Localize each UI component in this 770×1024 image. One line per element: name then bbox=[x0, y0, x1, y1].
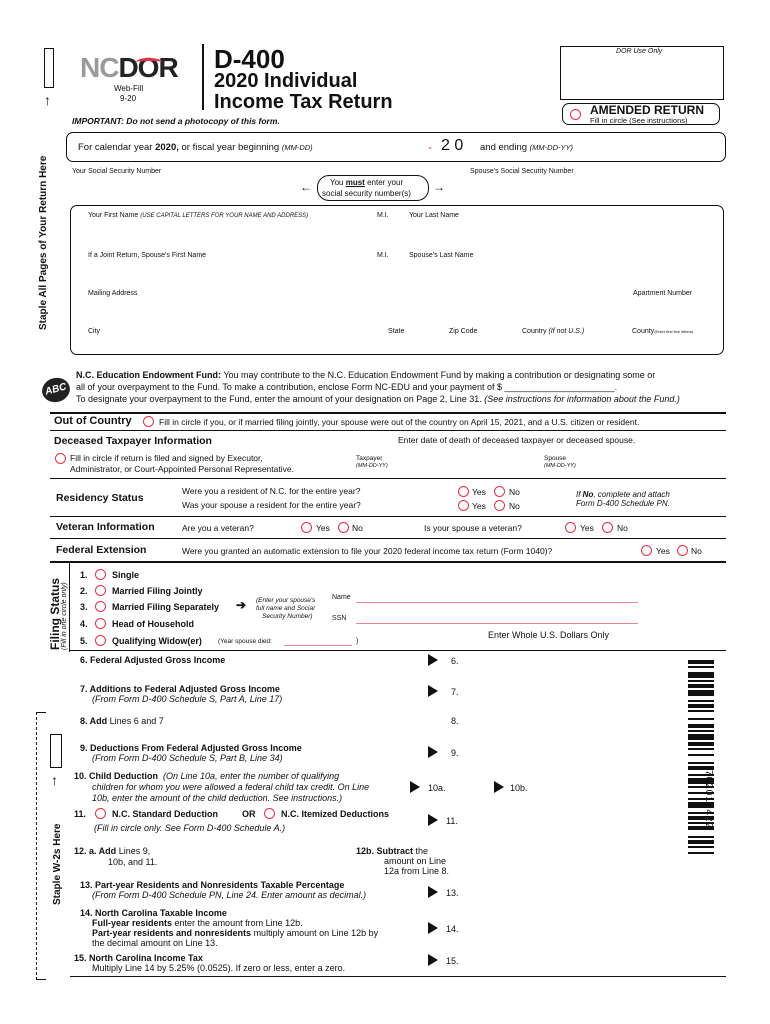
line14-num: 14. bbox=[446, 924, 459, 934]
line10-text-3: 10b, enter the amount of the child deduction. See instructions.) bbox=[92, 793, 343, 803]
line15-num: 15. bbox=[446, 956, 459, 966]
line14-decimal: the decimal amount on Line 13. bbox=[92, 938, 218, 948]
state-label: State bbox=[388, 328, 405, 335]
deceased-title: Deceased Taxpayer Information bbox=[54, 435, 212, 447]
deceased-taxpayer-label: Taxpayer bbox=[356, 455, 383, 462]
country-label: Country (If not U.S.) bbox=[522, 328, 585, 335]
zip-label: Zip Code bbox=[449, 328, 478, 335]
residency-q1-no-radio[interactable] bbox=[494, 486, 505, 497]
divider-residency-bottom bbox=[50, 516, 726, 517]
apartment-label: Apartment Number bbox=[633, 290, 693, 297]
line9-num: 9. bbox=[451, 748, 459, 758]
mi-label: M.I. bbox=[377, 212, 389, 219]
logo-nc: NC bbox=[80, 52, 119, 83]
line14-full: Full-year residents enter the amount from Line 12b. bbox=[92, 918, 303, 928]
fs-widow-label: Qualifying Widow(er) bbox=[112, 636, 202, 646]
city-label: City bbox=[88, 328, 101, 335]
fs-ssn-line[interactable] bbox=[356, 623, 638, 624]
line14-part: Part-year residents and nonresidents multiply amount on Line 12b by bbox=[92, 928, 379, 938]
fs-5-num: 5. bbox=[80, 636, 88, 646]
residency-q2-yes: Yes bbox=[472, 501, 486, 511]
endowment-line2: all of your overpayment to the Fund. To make a contribution, enclose Form NC-EDU and your payment of $ ______________________. bbox=[76, 382, 618, 392]
fs-spouse-note-3: Security Number) bbox=[262, 613, 313, 620]
veteran-q2-yes-radio[interactable] bbox=[565, 522, 576, 533]
veteran-q2-no-radio[interactable] bbox=[602, 522, 613, 533]
important-note: IMPORTANT: Do not send a photocopy of this form. bbox=[72, 116, 280, 126]
veteran-q2: Is your spouse a veteran? bbox=[424, 523, 522, 533]
endowment-line1: N.C. Education Endowment Fund: You may contribute to the N.C. Education Endowment Fund by making a contribution or designating some or bbox=[76, 370, 656, 380]
residency-q1: Were you a resident of N.C. for the entire year? bbox=[182, 486, 361, 496]
fs-4-num: 4. bbox=[80, 619, 88, 629]
line12a-sub: 10b, and 11. bbox=[108, 857, 158, 867]
line13-num: 13. bbox=[446, 888, 459, 898]
line14-arrow-icon bbox=[428, 922, 438, 934]
header-divider bbox=[202, 44, 204, 110]
divider-fs-bottom bbox=[70, 650, 726, 651]
line13-arrow-icon bbox=[428, 886, 438, 898]
line12b-sub3: 12a from Line 8. bbox=[384, 866, 450, 876]
line11-or: OR bbox=[242, 809, 256, 819]
line6-num: 6. bbox=[451, 656, 459, 666]
divider-extension-bottom bbox=[50, 561, 726, 563]
extension-yes: Yes bbox=[656, 546, 670, 556]
staple-w2-label: Staple W-2s Here bbox=[52, 823, 63, 905]
line15-sub: Multiply Line 14 by 5.25% (0.0525). If zero or less, enter a zero. bbox=[92, 963, 346, 973]
spouse-last-name-label: Spouse's Last Name bbox=[409, 252, 474, 259]
residency-q1-yes: Yes bbox=[472, 487, 486, 497]
fs-1-num: 1. bbox=[80, 570, 88, 580]
fs-ssn-label: SSN bbox=[332, 615, 347, 622]
amended-return-radio[interactable] bbox=[570, 109, 581, 120]
barcode bbox=[688, 660, 714, 860]
spouse-ssn-label: Spouse's Social Security Number bbox=[470, 168, 574, 175]
fs-mfs-radio[interactable] bbox=[95, 601, 106, 612]
line9-sub: (From Form D-400 Schedule S, Part B, Line 34) bbox=[92, 753, 283, 763]
version-label: 9-20 bbox=[120, 94, 137, 103]
extension-question: Were you granted an automatic extension to file your 2020 federal income tax return (Form 1040)? bbox=[182, 546, 553, 556]
extension-title: Federal Extension bbox=[56, 544, 147, 556]
fs-widow-note: (Year spouse died: bbox=[218, 638, 272, 645]
line15-arrow-icon bbox=[428, 954, 438, 966]
form-number: D-400 bbox=[214, 44, 285, 74]
staple-w2-box bbox=[50, 734, 62, 768]
veteran-q1-no: No bbox=[352, 523, 363, 533]
deceased-spouse-fmt: (MM-DD-YY) bbox=[544, 463, 576, 469]
extension-no-radio[interactable] bbox=[677, 545, 688, 556]
deceased-taxpayer-fmt: (MM-DD-YY) bbox=[356, 463, 388, 469]
line10b-num: 10b. bbox=[510, 783, 528, 793]
residency-q2-no: No bbox=[509, 501, 520, 511]
line7-label: 7. Additions to Federal Adjusted Gross Income bbox=[80, 684, 280, 694]
fs-mfj-radio[interactable] bbox=[95, 585, 106, 596]
fs-2-num: 2. bbox=[80, 586, 88, 596]
divider-deceased-bottom bbox=[50, 478, 726, 479]
veteran-q1-no-radio[interactable] bbox=[338, 522, 349, 533]
webfill-label: Web-Fill bbox=[114, 84, 144, 93]
veteran-q1-yes: Yes bbox=[316, 523, 330, 533]
amended-return-label: AMENDED RETURN bbox=[590, 103, 704, 117]
line12b-sub2: amount on Line bbox=[384, 856, 447, 866]
fs-mfs-label: Married Filing Separately bbox=[112, 602, 220, 612]
line7-num: 7. bbox=[451, 687, 459, 697]
line10-label: 10. Child Deduction (On Line 10a, enter the number of qualifying bbox=[74, 771, 340, 781]
line10a-num: 10a. bbox=[428, 783, 446, 793]
first-name-label: Your First Name (USE CAPITAL LETTERS FOR YOUR NAME AND ADDRESS) bbox=[88, 212, 309, 219]
endowment-line3: To designate your overpayment to the Fund, enter the amount of your designation on Page 2, Line 31. (See instructions for information about the Fund.) bbox=[76, 394, 680, 404]
residency-q2-yes-radio[interactable] bbox=[458, 500, 469, 511]
line8-label: 8. Add Lines 6 and 7 bbox=[80, 716, 164, 726]
residency-q2-no-radio[interactable] bbox=[494, 500, 505, 511]
line11-standard-label: N.C. Standard Deduction bbox=[112, 809, 219, 819]
line11-arrow-icon bbox=[428, 814, 438, 826]
fs-hoh-radio[interactable] bbox=[95, 618, 106, 629]
ssn-notice-line2: social security number(s) bbox=[322, 189, 411, 198]
mailing-address-label: Mailing Address bbox=[88, 290, 138, 297]
amended-return-note: Fill in circle (See instructions) bbox=[590, 116, 688, 125]
extension-yes-radio[interactable] bbox=[641, 545, 652, 556]
veteran-q2-no: No bbox=[617, 523, 628, 533]
line6-arrow-icon bbox=[428, 654, 438, 666]
veteran-q1-yes-radio[interactable] bbox=[301, 522, 312, 533]
out-of-country-title: Out of Country bbox=[54, 415, 132, 427]
fs-spouse-note-2: full name and Social bbox=[256, 605, 315, 612]
left-arrow-icon: ← bbox=[300, 180, 312, 194]
line11-num-left: 11. bbox=[74, 809, 87, 819]
barcode-number: 702010422 bbox=[703, 770, 714, 830]
spouse-first-name-label: If a Joint Return, Spouse's First Name bbox=[88, 252, 207, 259]
line8-num: 8. bbox=[451, 716, 459, 726]
residency-note-line1: If No, complete and attach bbox=[576, 490, 670, 499]
fs-widow-radio[interactable] bbox=[95, 635, 106, 646]
filing-status-subtitle: (Fill in one circle only) bbox=[61, 582, 68, 650]
filing-status-title: Filing Status bbox=[48, 578, 62, 650]
line15-label: 15. North Carolina Income Tax bbox=[74, 953, 203, 963]
fs-widow-close: ) bbox=[356, 638, 359, 645]
staple-marker-top bbox=[44, 48, 54, 88]
staple-pages-label: Staple All Pages of Your Return Here bbox=[38, 155, 49, 330]
deceased-fill-line2: Administrator, or Court-Appointed Personal Representative. bbox=[70, 464, 294, 474]
fiscal-year-label: For calendar year 2020, or fiscal year beginning (MM-DD) bbox=[78, 142, 313, 153]
line6-label: 6. Federal Adjusted Gross Income bbox=[80, 655, 226, 665]
deceased-enter-date: Enter date of death of deceased taxpayer or deceased spouse. bbox=[398, 435, 636, 445]
residency-q1-yes-radio[interactable] bbox=[458, 486, 469, 497]
fiscal-ending: and ending (MM-DD-YY) bbox=[480, 142, 573, 153]
fs-3-num: 3. bbox=[80, 602, 88, 612]
line11-standard-radio[interactable] bbox=[95, 808, 106, 819]
veteran-q1: Are you a veteran? bbox=[182, 523, 254, 533]
line12b-label: 12b. Subtract the bbox=[356, 846, 429, 856]
extension-no: No bbox=[691, 546, 702, 556]
staple-w2-bracket bbox=[36, 712, 46, 980]
veteran-title: Veteran Information bbox=[56, 521, 155, 533]
line7-sub: (From Form D-400 Schedule S, Part A, Line 17) bbox=[92, 694, 283, 704]
residency-note-line2: Form D-400 Schedule PN. bbox=[576, 499, 670, 508]
whole-dollars-note: Enter Whole U.S. Dollars Only bbox=[488, 630, 610, 640]
logo-dor: DOR bbox=[118, 52, 178, 83]
line10a-arrow-icon bbox=[410, 781, 420, 793]
line14-label: 14. North Carolina Taxable Income bbox=[80, 908, 227, 918]
line9-label: 9. Deductions From Federal Adjusted Gross Income bbox=[80, 743, 302, 753]
fs-single-label: Single bbox=[112, 570, 140, 580]
fs-name-label: Name bbox=[332, 594, 351, 601]
fiscal-dash: - bbox=[428, 140, 432, 154]
ssn-notice-line1: You must enter your bbox=[330, 178, 404, 187]
fs-mfs-arrow-icon: ➔ bbox=[236, 598, 247, 612]
line10b-arrow-icon bbox=[494, 781, 504, 793]
spouse-mi-label: M.I. bbox=[377, 252, 389, 259]
out-of-country-text: Fill in circle if you, or if married filing jointly, your spouse were out of the country on April 15, 2021, and a U.S. citizen or resident. bbox=[159, 417, 640, 427]
line13-label: 13. Part-year Residents and Nonresidents Taxable Percentage bbox=[80, 880, 345, 890]
up-arrow-icon-w2: ↑ bbox=[51, 772, 58, 788]
line10-text-2: children for whom you were allowed a federal child tax credit. On Line bbox=[92, 782, 370, 792]
form-title-line1: 2020 Individual bbox=[214, 70, 358, 92]
last-name-label: Your Last Name bbox=[409, 212, 459, 219]
your-ssn-label: Your Social Security Number bbox=[72, 168, 162, 175]
form-title-line2: Income Tax Return bbox=[214, 91, 393, 113]
residency-q2: Was your spouse a resident for the entire year? bbox=[182, 500, 361, 510]
line9-arrow-icon bbox=[428, 746, 438, 758]
logo bbox=[80, 52, 178, 84]
out-of-country-radio[interactable] bbox=[143, 416, 154, 427]
dor-use-only-label: DOR Use Only bbox=[616, 48, 663, 55]
barcode-bar bbox=[688, 854, 714, 860]
fs-hoh-label: Head of Household bbox=[112, 619, 195, 629]
fs-widow-year-line[interactable] bbox=[284, 645, 352, 646]
deceased-fill-line1: Fill in circle if return is filed and signed by Executor, bbox=[70, 453, 263, 463]
county-label: County(Enter first five letters) bbox=[632, 328, 694, 335]
residency-title: Residency Status bbox=[56, 492, 144, 504]
divider-bottom bbox=[70, 976, 726, 977]
fiscal-yy: 2 0 bbox=[441, 137, 464, 154]
line11-itemized-label: N.C. Itemized Deductions bbox=[281, 809, 390, 819]
fs-spouse-note-1: (Enter your spouse's bbox=[256, 597, 316, 604]
divider-ooc-top bbox=[50, 412, 726, 414]
deceased-executor-radio[interactable] bbox=[55, 453, 66, 464]
fs-single-radio[interactable] bbox=[95, 569, 106, 580]
fs-mfj-label: Married Filing Jointly bbox=[112, 586, 203, 596]
fs-name-line[interactable] bbox=[356, 602, 638, 603]
abc-badge-icon: ABC bbox=[39, 375, 72, 405]
veteran-q2-yes: Yes bbox=[580, 523, 594, 533]
divider-veteran-bottom bbox=[50, 538, 726, 539]
line11-num: 11. bbox=[446, 816, 458, 826]
right-arrow-icon: → bbox=[433, 180, 445, 194]
line7-arrow-icon bbox=[428, 685, 438, 697]
divider-ooc-bottom bbox=[50, 430, 726, 431]
up-arrow-icon: ↑ bbox=[44, 92, 51, 108]
line11-itemized-radio[interactable] bbox=[264, 808, 275, 819]
deceased-spouse-label: Spouse bbox=[544, 455, 567, 462]
logo-swoosh bbox=[136, 58, 162, 66]
line13-sub: (From Form D-400 Schedule PN, Line 24. Enter amount as decimal.) bbox=[92, 890, 367, 900]
line11-note: (Fill in circle only. See Form D-400 Schedule A.) bbox=[94, 823, 286, 833]
line12a-label: 12. a. Add Lines 9, bbox=[74, 846, 151, 856]
residency-q1-no: No bbox=[509, 487, 520, 497]
